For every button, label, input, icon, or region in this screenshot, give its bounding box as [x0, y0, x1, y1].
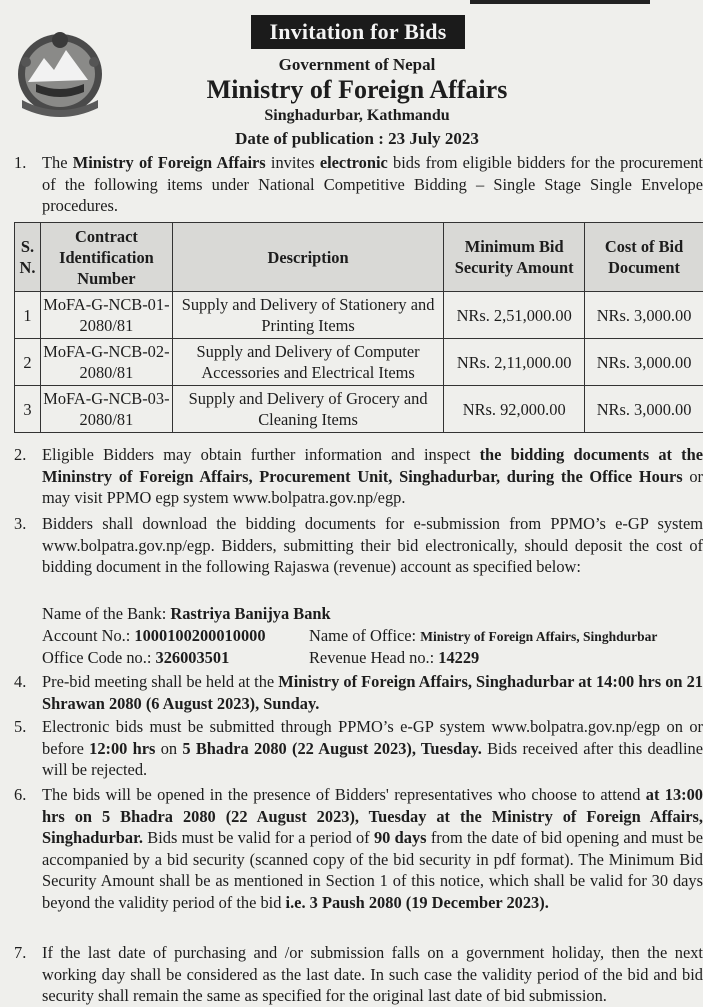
column-header: Cost of Bid Document [585, 223, 703, 292]
government-heading: Government of Nepal [0, 55, 703, 75]
p7-text: If the last date of purchasing and /or submission falls on a government holiday, then the next working day shall be considered as the last date. In such case the validity period of the bid and bid security shall remain the same as specified for the original last date of bid submission. [42, 942, 703, 1007]
cell-description: Supply and Delivery of Grocery and Cleaning Items [172, 386, 443, 433]
cell-description: Supply and Delivery of Stationery and Printing Items [172, 292, 443, 339]
cell-contract-id: MoFA-G-NCB-03-2080/81 [40, 386, 172, 433]
p1-text: bids from eligible bidders for the procurement of the following items under National Competitive Bidding – Single Stage Single Envelope procedures. [42, 153, 703, 215]
paragraph-1 [14, 152, 703, 217]
paragraph-4 [14, 671, 703, 714]
top-rule-bar [470, 0, 650, 4]
office-name-value: Ministry of Foreign Affairs, Singhdurbar [420, 629, 657, 644]
p6-text: The bids will be opened in the presence of Bidders' representatives who choose to attend [42, 785, 646, 804]
p5-bold: 12:00 hrs [89, 739, 155, 758]
p6-text: Bids must be valid for a period of [143, 828, 374, 847]
paragraph-5 [14, 716, 703, 781]
cell-sn: 2 [15, 339, 41, 386]
location-heading: Singhadurbar, Kathmandu [0, 107, 703, 125]
paragraph-number: 5. [14, 716, 40, 738]
cell-sn: 3 [15, 386, 41, 433]
paragraph-7 [14, 942, 703, 1007]
cell-bid-security: NRs. 92,000.00 [444, 386, 585, 433]
p1-bold: electronic [320, 153, 388, 172]
top-rule [0, 0, 703, 6]
cell-document-cost: NRs. 3,000.00 [585, 386, 703, 433]
p6-bold: at 13:00 hrs on 5 Bhadra 2080 (22 August 2023), Tuesday at the Ministry of Foreign Affairs, Singhadurbar. [42, 785, 703, 847]
bids-table [14, 222, 703, 433]
office-name-label: Name of Office: [309, 626, 420, 645]
paragraph-number: 4. [14, 671, 40, 693]
p6-text: from the date of bid opening and must be accompanied by a bid security (scanned copy of the bid security in pdf format). The Minimum Bid Security Amount shall be as mentioned in Section 1 of this notice, which shall be valid for 30 days beyond the validity period of the bid [42, 828, 703, 912]
title-banner: Invitation for Bids [251, 15, 465, 49]
p2-text: or may visit PPMO egp system www.bolpatra.gov.np/egp. [42, 467, 703, 508]
office-code-line [42, 647, 229, 669]
bank-value: Rastriya Banijya Bank [170, 604, 330, 623]
p4-bold: Ministry of Foreign Affairs, Singhadurbar at 14:00 hrs on 21 Shrawan 2080 (6 August 2023), Sunday. [42, 672, 703, 713]
p5-text: Bids received after this deadline will be rejected. [42, 739, 703, 780]
paragraph-number: 3. [14, 513, 40, 535]
p2-bold: the bidding documents at the Mininstry of Foreign Affairs, Procurement Unit, Singhadurbar, during the Office Hours [42, 445, 703, 486]
p1-text: invites [266, 153, 320, 172]
paragraph-2 [14, 444, 703, 509]
cell-bid-security: NRs. 2,51,000.00 [444, 292, 585, 339]
paragraph-3 [14, 513, 703, 578]
p3-text: Bidders shall download the bidding documents for e-submission from PPMO’s e-GP system www.bolpatra.gov.np/egp. Bidders, submitting their bid electronically, should deposit the cost of bidding document in the following Rajaswa (revenue) account as specified below: [42, 513, 703, 578]
bank-label: Name of the Bank: [42, 604, 170, 623]
paragraph-number: 6. [14, 784, 40, 806]
paragraph-6 [14, 784, 703, 913]
table-row [15, 339, 703, 386]
paragraph-number: 7. [14, 942, 40, 964]
paragraph-number: 1. [14, 152, 40, 174]
p1-bold: Ministry of Foreign Affairs [73, 153, 266, 172]
p4-text: Pre-bid meeting shall be held at the [42, 672, 278, 691]
account-value: 1000100200010000 [134, 626, 265, 645]
revenue-head-value: 14229 [438, 648, 479, 667]
p6-bold: i.e. 3 Paush 2080 (19 December 2023). [286, 893, 549, 912]
table-row [15, 292, 703, 339]
p5-bold: 5 Bhadra 2080 (22 August 2023), Tuesday. [182, 739, 481, 758]
office-code-label: Office Code no.: [42, 648, 156, 667]
p6-bold: 90 days [374, 828, 427, 847]
office-code-value: 326003501 [156, 648, 230, 667]
account-line [42, 625, 266, 647]
column-header: Minimum Bid Security Amount [444, 223, 585, 292]
cell-bid-security: NRs. 2,11,000.00 [444, 339, 585, 386]
p1-text: The [42, 153, 73, 172]
paragraph-number: 2. [14, 444, 40, 466]
cell-sn: 1 [15, 292, 41, 339]
bank-name-line [42, 603, 331, 625]
revenue-head-label: Revenue Head no.: [309, 648, 438, 667]
cell-contract-id: MoFA-G-NCB-01-2080/81 [40, 292, 172, 339]
ministry-heading: Ministry of Foreign Affairs [0, 75, 703, 105]
table-row [15, 386, 703, 433]
cell-document-cost: NRs. 3,000.00 [585, 339, 703, 386]
table-header-row [15, 223, 703, 292]
cell-description: Supply and Delivery of Computer Accessories and Electrical Items [172, 339, 443, 386]
cell-contract-id: MoFA-G-NCB-02-2080/81 [40, 339, 172, 386]
publication-date: Date of publication : 23 July 2023 [0, 129, 703, 149]
account-label: Account No.: [42, 626, 134, 645]
p5-text: on [155, 739, 182, 758]
column-header: Description [172, 223, 443, 292]
column-header: S. N. [15, 223, 41, 292]
cell-document-cost: NRs. 3,000.00 [585, 292, 703, 339]
column-header: Contract Identification Number [40, 223, 172, 292]
p5-text: Electronic bids must be submitted through PPMO’s e-GP system www.bolpatra.gov.np/egp on or before [42, 717, 703, 758]
p2-text: Eligible Bidders may obtain further information and inspect [42, 445, 480, 464]
